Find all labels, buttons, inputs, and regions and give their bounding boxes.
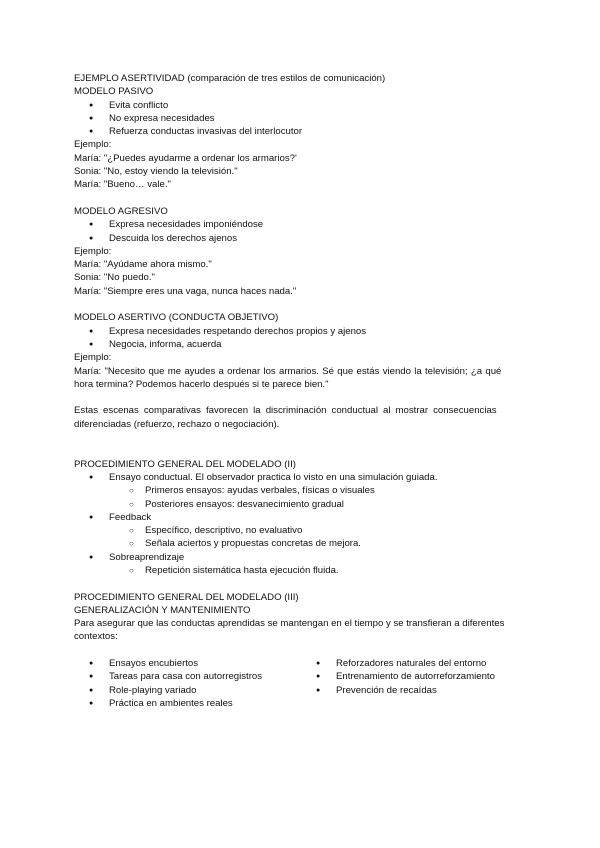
list-item: ● Expresa necesidades imponiéndose <box>74 218 528 231</box>
sub-list-item: ○ Repetición sistemática hasta ejecución fluida. <box>74 564 528 577</box>
procedimiento-iii-title: PROCEDIMIENTO GENERAL DEL MODELADO (III) <box>74 591 299 603</box>
pasivo-title: MODELO PASIVO <box>74 86 154 98</box>
list-item: ● Práctica en ambientes reales <box>74 697 301 710</box>
list-item: ● Ensayos encubiertos <box>74 657 301 670</box>
conclusion-line: diferenciadas (refuerzo, rechazo o negociación). <box>74 418 280 430</box>
list-item: ● Prevención de recaídas <box>301 684 528 697</box>
intro-line: contextos: <box>74 631 118 643</box>
asertivo-title: MODELO ASERTIVO (CONDUCTA OBJETIVO) <box>74 312 279 324</box>
sub-list-item: ○ Específico, descriptivo, no evaluativo <box>74 524 528 537</box>
dialogue-line: Sonia: "No puedo." <box>74 272 155 284</box>
agresivo-title: MODELO AGRESIVO <box>74 205 168 217</box>
ejemplo-label: Ejemplo: <box>74 245 112 257</box>
list-item: ● Sobreaprendizaje <box>74 551 528 564</box>
ejemplo-label: Ejemplo: <box>74 139 112 151</box>
list-item: ● Entrenamiento de autorreforzamiento <box>301 670 528 683</box>
ejemplo-label: Ejemplo: <box>74 352 112 364</box>
list-item: ● Expresa necesidades respetando derechos propios y ajenos <box>74 325 528 338</box>
dialogue-line: María: "Ayúdame ahora mismo." <box>74 259 212 271</box>
left-column <box>74 657 301 710</box>
dialogue-line: María: "Bueno… vale." <box>74 179 171 191</box>
two-column-list <box>74 657 528 710</box>
asertividad-heading: EJEMPLO ASERTIVIDAD (comparación de tres estilos de comunicación) <box>74 73 386 84</box>
list-item: ● No expresa necesidades <box>74 112 528 125</box>
list-item: ● Negocia, informa, acuerda <box>74 338 528 351</box>
intro-line: Para asegurar que las conductas aprendidas se mantengan en el tiempo y se transfieran a diferentes <box>74 618 505 630</box>
sub-list-item: ○ Señala aciertos y propuestas concretas de mejora. <box>74 537 528 550</box>
list-item: ● Role-playing variado <box>74 684 301 697</box>
sub-list-item: ○ Posteriores ensayos: desvanecimiento gradual <box>74 498 528 511</box>
dialogue-line: María: "Necesito que me ayudes a ordenar los armarios. Sé que estás viendo la televisión; ¿a qué <box>74 365 502 377</box>
list-item: ● Refuerza conductas invasivas del interlocutor <box>74 125 528 138</box>
dialogue-line: Sonia: "No, estoy viendo la televisión." <box>74 166 238 178</box>
list-item: ● Tareas para casa con autorregistros <box>74 670 301 683</box>
dialogue-line: hora termina? Podemos hacerlo después si te parece bien." <box>74 378 329 390</box>
document-page <box>74 72 528 710</box>
right-column <box>301 657 528 710</box>
list-item: ● Ensayo conductual. El observador practica lo visto en una simulación guiada. <box>74 471 528 484</box>
list-item: ● Evita conflicto <box>74 99 528 112</box>
sub-list-item: ○ Primeros ensayos: ayudas verbales, físicas o visuales <box>74 484 528 497</box>
conclusion-line: Estas escenas comparativas favorecen la discriminación conductual al mostrar consecuencias <box>74 405 497 417</box>
dialogue-line: María: "¿Puedes ayudarme a ordenar los armarios?' <box>74 152 297 164</box>
procedimiento-ii-title: PROCEDIMIENTO GENERAL DEL MODELADO (II) <box>74 458 296 470</box>
list-item: ● Feedback <box>74 511 528 524</box>
dialogue-line: María: "Siempre eres una vaga, nunca haces nada." <box>74 285 297 297</box>
list-item: ● Reforzadores naturales del entorno <box>301 657 528 670</box>
procedimiento-iii-subtitle: GENERALIZACIÓN Y MANTENIMIENTO <box>74 604 251 616</box>
list-item: ● Descuida los derechos ajenos <box>74 232 528 245</box>
